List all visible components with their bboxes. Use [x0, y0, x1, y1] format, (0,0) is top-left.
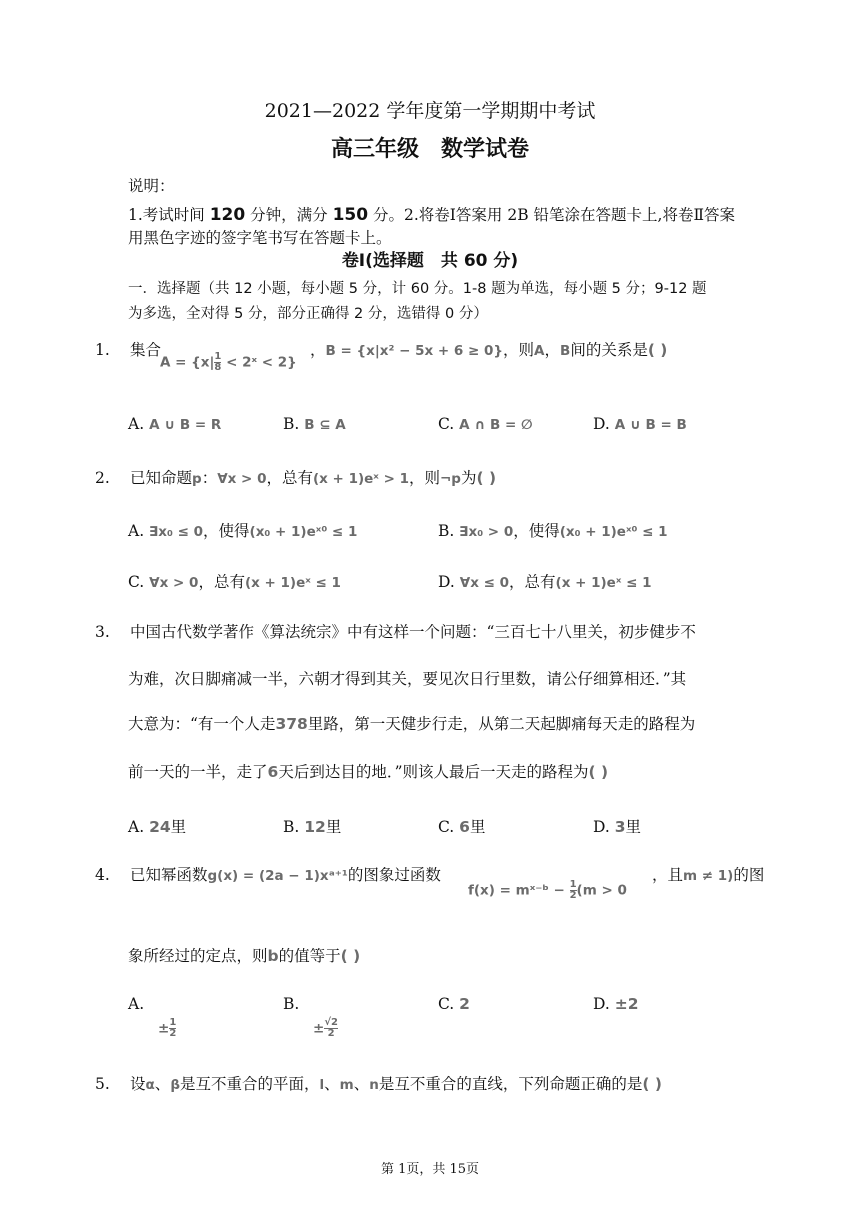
question-1-option-a: A. A ∪ B = R	[128, 415, 222, 433]
question-4-line-2: 象所经过的定点，则b的值等于( )	[128, 947, 361, 965]
question-3-line-1: 中国古代数学著作《算法统宗》中有这样一个问题：“三百七十八里关，初步健步不	[130, 623, 696, 641]
instructions-line-2: 用黑色字迹的签字笔书写在答题卡上。	[128, 229, 392, 247]
question-2-option-c: C. ∀x > 0，总有(x + 1)eˣ ≤ 1	[128, 573, 341, 591]
question-4-option-a-label: A.	[128, 995, 145, 1013]
question-5-stem: 设α、β是互不重合的平面，l、m、n是互不重合的直线，下列命题正确的是( )	[130, 1075, 662, 1093]
question-4-stem: 已知幂函数g(x) = (2a − 1)xᵃ⁺¹的图象过函数	[130, 866, 441, 884]
section-desc-line-1: 一．选择题（共 12 小题，每小题 5 分，计 60 分。1-8 题为单选，每小题 5 分；9-12 题	[128, 281, 707, 297]
question-4-option-b-label: B.	[283, 995, 300, 1013]
question-3-option-a: A. 24里	[128, 818, 187, 836]
question-2-stem: 已知命题p：∀x > 0，总有(x + 1)eˣ > 1，则¬p为( )	[130, 469, 497, 487]
question-2-option-b: B. ∃x₀ > 0，使得(x₀ + 1)eˣ⁰ ≤ 1	[438, 522, 668, 540]
question-1-option-d: D. A ∪ B = B	[593, 415, 687, 433]
question-3-option-d: D. 3里	[593, 818, 642, 836]
question-4-function-f: f(x) = mˣ⁻ᵇ − $\frac{1}{2}$ (m > 0	[468, 879, 627, 901]
question-4-option-a-value: ± $\frac{1}{2}$	[158, 1017, 177, 1039]
question-4-option-c: C. 2	[438, 995, 470, 1013]
question-1-option-c: C. A ∩ B = ∅	[438, 415, 533, 433]
question-3-option-c: C. 6里	[438, 818, 486, 836]
question-3-option-b: B. 12里	[283, 818, 342, 836]
question-2-option-a: A. ∃x₀ ≤ 0，使得(x₀ + 1)eˣ⁰ ≤ 1	[128, 522, 358, 540]
page-footer: 第 1页，共 15页	[380, 1162, 480, 1177]
question-2-option-d: D. ∀x ≤ 0，总有(x + 1)eˣ ≤ 1	[438, 573, 652, 591]
question-4-option-b-value: ± $\frac{√2}{2}$	[313, 1017, 338, 1039]
instructions-label: 说明：	[128, 177, 175, 195]
question-5-number: 5.	[95, 1075, 110, 1093]
instructions-line-1: 1.考试时间 120 分钟，满分 150 分。2.将卷Ⅰ答案用 2B 铅笔涂在答题卡上,将卷Ⅱ答案	[128, 205, 735, 225]
exam-title: 2021—2022 学年度第一学期期中考试	[264, 100, 596, 122]
question-4-stem-cont: ，且m ≠ 1)的图	[652, 866, 765, 884]
question-1-stem: 集合	[130, 341, 162, 359]
question-1-stem-cont: ，B = {x|x² − 5x + 6 ≥ 0}，则A，B间的关系是( )	[310, 341, 668, 359]
question-3-line-3: 大意为：“有一个人走378里路，第一天健步行走，从第二天起脚痛每天走的路程为	[128, 715, 696, 733]
question-1-number: 1.	[95, 341, 110, 359]
section-desc-line-2: 为多选，全对得 5 分，部分正确得 2 分，选错得 0 分）	[128, 306, 488, 322]
question-3-line-4: 前一天的一半，走了6天后到达目的地．”则该人最后一天走的路程为( )	[128, 763, 609, 781]
question-1-set-a: A = {x| $\frac{1}{8}$ < 2ˣ < 2}	[160, 351, 297, 373]
question-3-number: 3.	[95, 623, 110, 641]
question-2-number: 2.	[95, 469, 110, 487]
question-1-option-b: B. B ⊆ A	[283, 415, 346, 433]
section-title: 卷Ⅰ(选择题 共 60 分)	[341, 251, 519, 271]
exam-subtitle: 高三年级 数学试卷	[330, 136, 529, 162]
question-4-number: 4.	[95, 866, 110, 884]
question-4-option-d: D. ±2	[593, 995, 639, 1013]
question-3-line-2: 为难，次日脚痛减一半，六朝才得到其关，要见次日行里数，请公仔细算相还．”其	[128, 670, 687, 688]
